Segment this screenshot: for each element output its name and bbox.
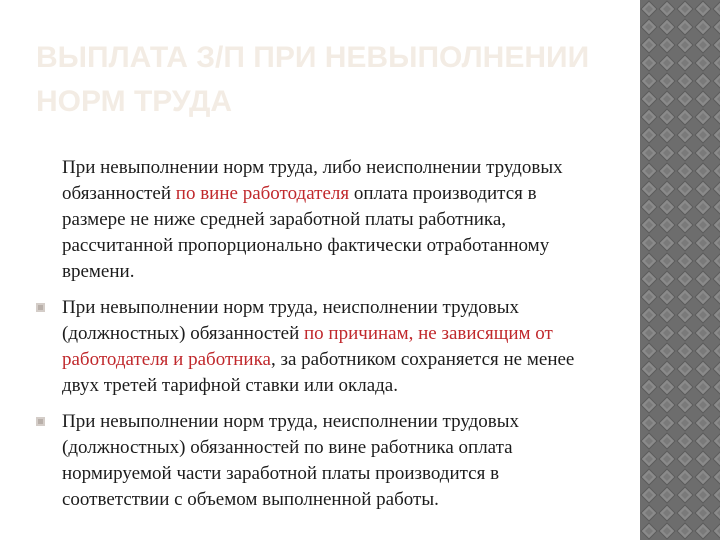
decorative-side-pattern bbox=[640, 0, 720, 540]
paragraph-1-text-before: При невыполнении норм труда, либо неисполнении трудовых обязанностей bbox=[62, 157, 563, 204]
bullet-square-icon bbox=[36, 303, 45, 312]
slide-content bbox=[36, 155, 596, 523]
slide-title: ВЫПЛАТА З/П ПРИ НЕВЫПОЛНЕНИИ НОРМ ТРУДА bbox=[36, 41, 590, 118]
paragraph-1-highlight: по вине работодателя bbox=[175, 183, 350, 204]
paragraph-2-text-after: , за работником сохраняется не менее двух третей тарифной ставки или оклада. bbox=[62, 349, 575, 396]
paragraph-2-text-before: При невыполнении норм труда, неисполнении трудовых (должностных) обязанностей bbox=[62, 297, 520, 344]
paragraph-2-highlight: по причинам, не зависящим от работодателя и работника bbox=[62, 323, 553, 370]
paragraph-2 bbox=[36, 295, 596, 399]
bullet-square-icon bbox=[36, 417, 45, 426]
paragraph-1-text-after: оплата производится в размере не ниже средней заработной платы работника, рассчитанной пропорционально фактически отработанному времени. bbox=[62, 183, 550, 282]
paragraph-3 bbox=[36, 409, 596, 513]
paragraph-3-text: При невыполнении норм труда, неисполнении трудовых (должностных) обязанностей по вине работника оплата нормируемой части заработной платы производится в соответствии с объемом выполненной работы. bbox=[62, 411, 520, 510]
paragraph-1 bbox=[36, 155, 596, 285]
